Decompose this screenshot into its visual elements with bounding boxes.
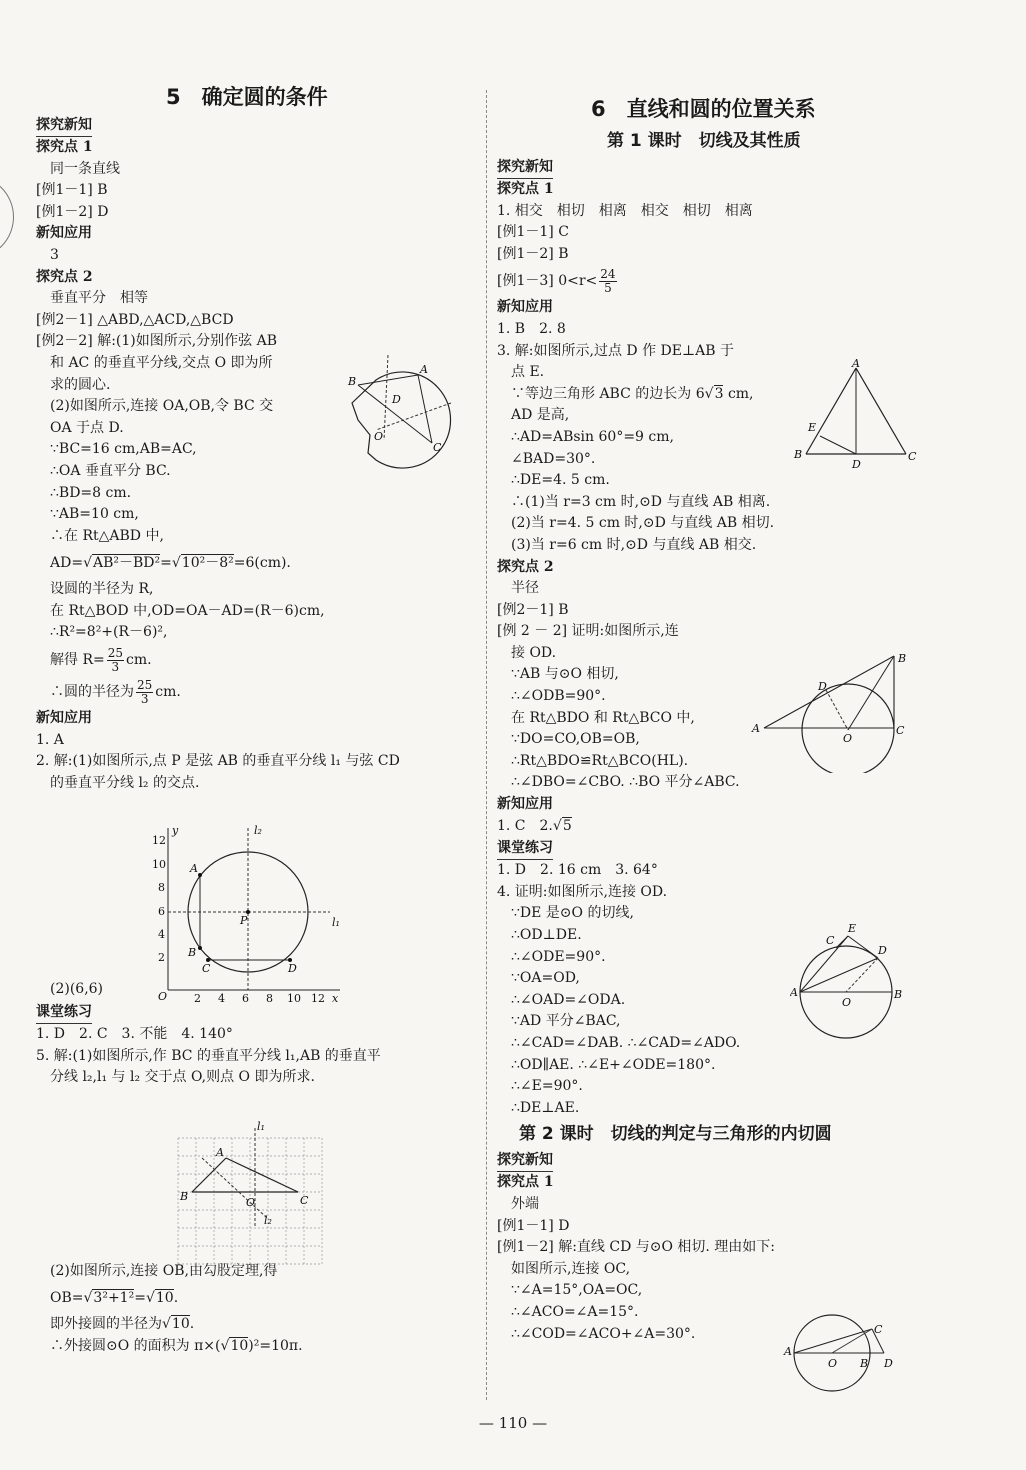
answer: [例1－2] D	[36, 203, 109, 220]
formula-line	[36, 676, 476, 708]
svg-text:D: D	[288, 962, 297, 975]
section-title: 5 确定圆的条件	[166, 85, 328, 109]
svg-text:6: 6	[242, 992, 249, 1005]
text-line: ∵∠A=15°,OA=OC,	[511, 1282, 643, 1299]
svg-text:10: 10	[287, 992, 301, 1005]
text-line: ∴在 Rt△ABD 中,	[50, 527, 164, 544]
text-line: ∴OD∥AE. ∴∠E+∠ODE=180°.	[511, 1056, 716, 1073]
answer: 3	[50, 246, 59, 263]
svg-text:C: C	[300, 1194, 309, 1207]
text-line: ∵BC=16 cm,AB=AC,	[50, 441, 197, 458]
formula-line: ∴外接圆⊙O 的面积为 π×(√10)²=10π.	[50, 1338, 303, 1354]
text-line: ∴∠OAD=∠ODA.	[511, 991, 626, 1008]
heading: 探究点 2	[36, 268, 93, 285]
text-line: ∴∠ODE=90°.	[511, 948, 606, 965]
svg-text:B: B	[860, 1357, 869, 1370]
svg-text:A: A	[852, 358, 860, 370]
text-line: ∵DE 是⊙O 的切线,	[511, 905, 634, 922]
answer: 外端	[511, 1195, 539, 1212]
svg-text:l₂: l₂	[264, 1214, 272, 1227]
text-line: [例2－2] 解:(1)如图所示,分别作弦 AB	[36, 333, 278, 350]
figure-triangle-abc	[790, 358, 920, 473]
heading: 探究点 1	[497, 181, 554, 197]
text-line: (2)如图所示,连接 OA,OB,令 BC 交	[50, 398, 274, 415]
heading: 新知应用	[497, 796, 553, 813]
text-line: ∴OD⊥DE.	[511, 927, 582, 943]
answer: 1. D 2. 16 cm 3. 64°	[497, 862, 658, 879]
heading: 新知应用	[36, 710, 92, 727]
answer: [例1－1] C	[497, 224, 569, 241]
text-line: (2)当 r=4. 5 cm 时,⊙D 与直线 AB 相切.	[511, 515, 775, 532]
label: C	[433, 441, 442, 454]
svg-text:A: A	[752, 722, 760, 735]
text: 解得 R=	[50, 652, 105, 669]
svg-text:12: 12	[152, 834, 166, 847]
sqrt: AB²－BD²	[93, 555, 161, 572]
svg-text:8: 8	[266, 992, 273, 1005]
svg-text:B: B	[188, 946, 197, 959]
text-line: ∵AB=10 cm,	[50, 506, 139, 523]
text-line: ∵AD 平分∠BAC,	[511, 1013, 621, 1030]
svg-text:O: O	[843, 732, 853, 745]
svg-text:E: E	[848, 922, 857, 935]
answer: (2)(6,6)	[50, 981, 104, 998]
svg-text:B: B	[894, 988, 903, 1001]
text-line: ∵AB 与⊙O 相切,	[511, 666, 619, 683]
svg-text:C: C	[874, 1323, 883, 1336]
fraction: $\frac{25}{3}$	[107, 645, 124, 674]
text: cm.	[126, 652, 152, 669]
text-line: ∴OA 垂直平分 BC.	[50, 462, 171, 479]
text-line: 4. 证明:如图所示,连接 OD.	[497, 883, 668, 900]
svg-text:D: D	[852, 458, 861, 471]
svg-text:O: O	[842, 996, 852, 1009]
tag-explore: 探究新知	[36, 114, 92, 137]
svg-text:A: A	[190, 862, 198, 875]
text-line: OA 于点 D.	[50, 419, 124, 436]
text-line: [例 2 － 2] 证明:如图所示,连	[497, 623, 679, 640]
text: cm.	[155, 684, 181, 701]
svg-text:B: B	[180, 1190, 189, 1203]
svg-text:C: C	[908, 450, 917, 463]
heading: 探究点 2	[497, 558, 554, 575]
text-line: ∴∠CAD=∠DAB. ∴∠CAD=∠ADO.	[511, 1034, 741, 1051]
svg-text:8: 8	[158, 881, 165, 894]
svg-text:l₁: l₁	[257, 1120, 265, 1133]
answer: [例1－1] B	[36, 182, 108, 199]
svg-text:2: 2	[158, 951, 165, 964]
text-line: [例1－2] 解:直线 CD 与⊙O 相切. 理由如下:	[497, 1239, 776, 1256]
svg-text:O: O	[158, 990, 168, 1003]
svg-text:l₂: l₂	[254, 824, 262, 837]
answer: 垂直平分 相等	[50, 290, 148, 307]
heading: 新知应用	[36, 225, 92, 242]
answer: 1. A	[36, 731, 64, 748]
svg-text:C: C	[202, 962, 211, 975]
label: A	[420, 363, 428, 376]
formula-line: [例1－3] 0<r< $\frac{24}{5}$	[497, 266, 616, 295]
svg-text:10: 10	[152, 858, 166, 871]
svg-text:C: C	[826, 934, 835, 947]
text-line: 求的圆心.	[50, 376, 111, 393]
text-line: ∴Rt△BDO≌Rt△BCO(HL).	[511, 752, 689, 769]
text: =6(cm).	[233, 555, 291, 572]
svg-text:y: y	[172, 824, 179, 837]
text-line: 的垂直平分线 l₂ 的交点.	[50, 774, 200, 791]
text: =	[160, 555, 172, 572]
figure-circle-ab-ac	[336, 345, 472, 480]
svg-text:l₁: l₁	[332, 916, 340, 929]
svg-text:4: 4	[158, 928, 165, 941]
text: ∴圆的半径为	[50, 684, 134, 701]
text-line: 接 OD.	[511, 644, 557, 661]
text-line: ∵OA=OD,	[511, 970, 580, 987]
svg-text:B: B	[794, 448, 803, 461]
text-line: (2)如图所示,连接 OB,由勾股定理,得	[50, 1262, 278, 1279]
svg-text:12: 12	[311, 992, 325, 1005]
text-line: (3)当 r=6 cm 时,⊙D 与直线 AB 相交.	[511, 536, 757, 553]
lesson-title: 第 2 课时 切线的判定与三角形的内切圆	[519, 1124, 832, 1145]
text-line: ∴∠ACO=∠A=15°.	[511, 1303, 639, 1320]
text-line: ∴∠COD=∠ACO+∠A=30°.	[511, 1325, 696, 1342]
lesson-title: 第 1 课时 切线及其性质	[607, 131, 801, 151]
svg-text:A: A	[784, 1345, 792, 1358]
answer: 1. D 2. C 3. 不能 4. 140°	[36, 1026, 233, 1043]
answer: 1. 相交 相切 相离 相交 相切 相离	[497, 202, 753, 219]
sqrt: 10²－8²	[181, 555, 234, 572]
text-line: 3. 解:如图所示,过点 D 作 DE⊥AB 于	[497, 342, 735, 359]
svg-text:2: 2	[194, 992, 201, 1005]
text-line: 在 Rt△BDO 和 Rt△BCO 中,	[511, 709, 695, 726]
heading: 探究点 1	[497, 1174, 554, 1191]
figure-grid-triangle	[172, 1118, 332, 1278]
svg-text:E: E	[808, 421, 817, 434]
formula-line	[36, 644, 476, 676]
text-line: 如图所示,连接 OC,	[511, 1260, 631, 1277]
text-line: 设圆的半径为 R,	[50, 581, 154, 598]
formula-line: AD=√AB²－BD²=√10²－8²=6(cm).	[50, 555, 291, 572]
svg-text:x: x	[332, 992, 339, 1005]
formula-line: ∵等边三角形 ABC 的边长为 6√3 cm,	[511, 385, 754, 402]
tag-practice: 课堂练习	[497, 837, 553, 860]
fraction: $\frac{25}{3}$	[137, 677, 153, 706]
tag-explore: 探究新知	[497, 156, 553, 179]
svg-text:P: P	[240, 914, 248, 927]
answer: [例1－1] D	[497, 1217, 570, 1234]
figure-circle-de	[790, 920, 915, 1045]
text-line: ∠BAD=30°.	[511, 450, 596, 467]
figure-tangent-abc	[750, 648, 915, 773]
text-line: ∴∠E=90°.	[511, 1078, 583, 1095]
answer: [例2－1] B	[497, 601, 569, 618]
answer: [例2－1] △ABD,△ACD,△BCD	[36, 311, 234, 328]
tag-explore: 探究新知	[497, 1149, 553, 1172]
tag-practice: 课堂练习	[36, 1001, 92, 1024]
page-number: — 110 —	[478, 1414, 548, 1432]
formula-line: 1. C 2.√5	[497, 817, 572, 834]
text-line: 点 E.	[511, 364, 545, 381]
svg-text:D: D	[884, 1357, 893, 1370]
label: O	[374, 430, 384, 443]
answer: 同一条直线	[50, 160, 120, 177]
svg-text:D: D	[818, 680, 827, 693]
text-line: 和 AC 的垂直平分线,交点 O 即为所	[50, 354, 273, 371]
svg-text:B: B	[898, 652, 907, 665]
label: D	[392, 393, 401, 406]
text-line: 5. 解:(1)如图所示,作 BC 的垂直平分线 l₁,AB 的垂直平	[36, 1047, 381, 1064]
text-line: ∴∠DBO=∠CBO. ∴BO 平分∠ABC.	[511, 774, 740, 791]
svg-text:4: 4	[218, 992, 225, 1005]
column-divider	[486, 90, 487, 1400]
text-line: ∴∠ODB=90°.	[511, 688, 606, 705]
figure-coordinate-circle	[150, 820, 350, 1005]
label: B	[348, 375, 357, 388]
formula-line: OB=√3²+1²=√10.	[50, 1290, 179, 1307]
answer: [例1－2] B	[497, 245, 569, 262]
text-line: AD 是高,	[511, 407, 570, 424]
text-line: ∴R²=8²+(R－6)²,	[50, 624, 168, 641]
text-line: 分线 l₂,l₁ 与 l₂ 交于点 O,则点 O 即为所求.	[50, 1069, 315, 1086]
answer: 半径	[511, 580, 539, 597]
figure-small-circle	[780, 1305, 900, 1395]
svg-text:A: A	[216, 1146, 224, 1159]
binding-hole	[0, 175, 14, 259]
text-line: ∴BD=8 cm.	[50, 484, 132, 501]
text-line: 2. 解:(1)如图所示,点 P 是弦 AB 的垂直平分线 l₁ 与弦 CD	[36, 753, 400, 770]
section-title: 6 直线和圆的位置关系	[591, 97, 816, 121]
svg-text:O: O	[246, 1196, 256, 1209]
svg-text:A: A	[790, 986, 798, 999]
heading: 探究点 1	[36, 139, 93, 155]
svg-text:6: 6	[158, 905, 165, 918]
text-line: ∴DE=4. 5 cm.	[511, 472, 610, 489]
formula-line: 即外接圆的半径为√10.	[50, 1316, 195, 1333]
text-line: ∴AD=ABsin 60°=9 cm,	[511, 428, 674, 445]
text-line: 在 Rt△BOD 中,OD=OA－AD=(R－6)cm,	[50, 602, 325, 619]
svg-text:D: D	[878, 944, 887, 957]
text: AD=	[50, 555, 84, 572]
heading: 新知应用	[497, 299, 553, 316]
svg-text:C: C	[896, 724, 905, 737]
text-line: ∴(1)当 r=3 cm 时,⊙D 与直线 AB 相离.	[511, 493, 771, 510]
text-line: ∵DO=CO,OB=OB,	[511, 731, 640, 748]
text-line: ∴DE⊥AE.	[511, 1099, 580, 1116]
answer: 1. B 2. 8	[497, 320, 566, 337]
svg-text:O: O	[828, 1357, 838, 1370]
